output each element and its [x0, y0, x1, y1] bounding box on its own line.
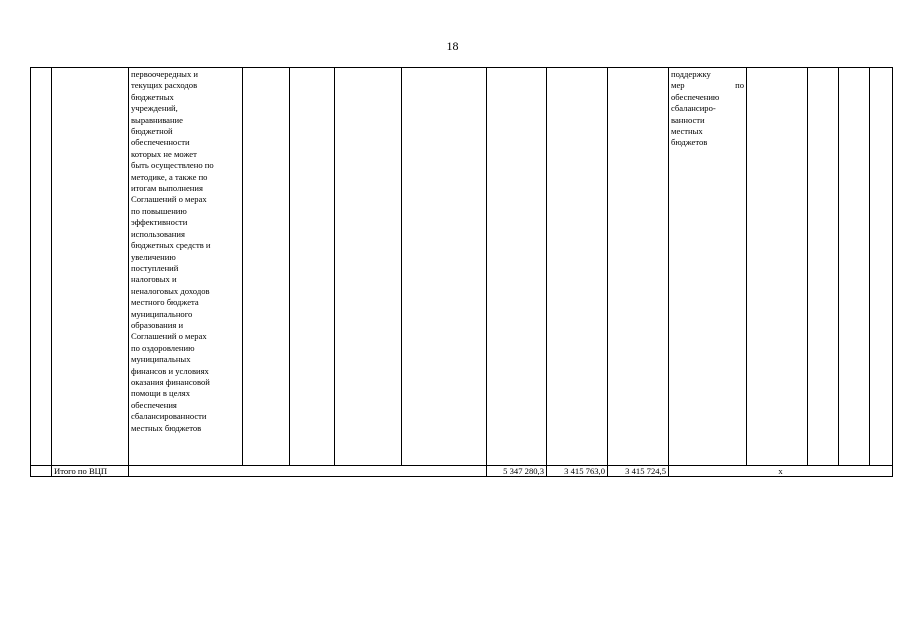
cell-amount-2: [547, 68, 608, 466]
indicator-line-1: поддержку: [671, 69, 711, 79]
indicator-rest: обеспечению сбалансиро- ванности местных бюджетов: [671, 91, 720, 148]
cell-empty: [402, 68, 487, 466]
indicator-word-left: мер: [671, 80, 685, 91]
cell-index: [31, 466, 52, 477]
cell-empty: [290, 68, 335, 466]
cell-index: [31, 68, 52, 466]
cell-empty: [243, 68, 290, 466]
total-row: [31, 466, 893, 477]
cell-section: [52, 68, 129, 466]
cell-indicator: [669, 68, 747, 466]
total-value-1: 5 347 280,3: [487, 466, 547, 477]
indicator-word-right: по: [735, 80, 744, 91]
cell-empty: [335, 68, 402, 466]
program-table: [30, 67, 893, 477]
page-number: 18: [446, 39, 459, 53]
total-mark: х: [669, 466, 893, 477]
cell-merged-empty: [129, 466, 487, 477]
cell-empty: [870, 68, 893, 466]
cell-empty: [808, 68, 839, 466]
cell-description: [129, 68, 243, 466]
description-text: первоочередных и текущих расходов бюджетных учреждений, выравнивание бюджетной обеспеченности которых не может быть осуществлено по методике, а также по итогам выполнения Соглашений о мерах по повышению эффективности использования бюджетных средств и увеличению поступлений налоговых и неналоговых доходов местного бюджета муниципального образования и Соглашений о мерах по оздоровлению муниципальных финансов и условиях оказания финансовой помощи в целях обеспечения сбалансированности местных бюджетов: [131, 69, 214, 433]
cell-amount-1: [487, 68, 547, 466]
cell-empty: [839, 68, 870, 466]
total-label: Итого по ВЦП: [52, 466, 129, 477]
total-value-3: 3 415 724,5: [608, 466, 669, 477]
indicator-line-2: [671, 80, 744, 91]
cell-amount-3: [608, 68, 669, 466]
cell-empty: [747, 68, 808, 466]
total-value-2: 3 415 763,0: [547, 466, 608, 477]
table-row: [31, 68, 893, 466]
